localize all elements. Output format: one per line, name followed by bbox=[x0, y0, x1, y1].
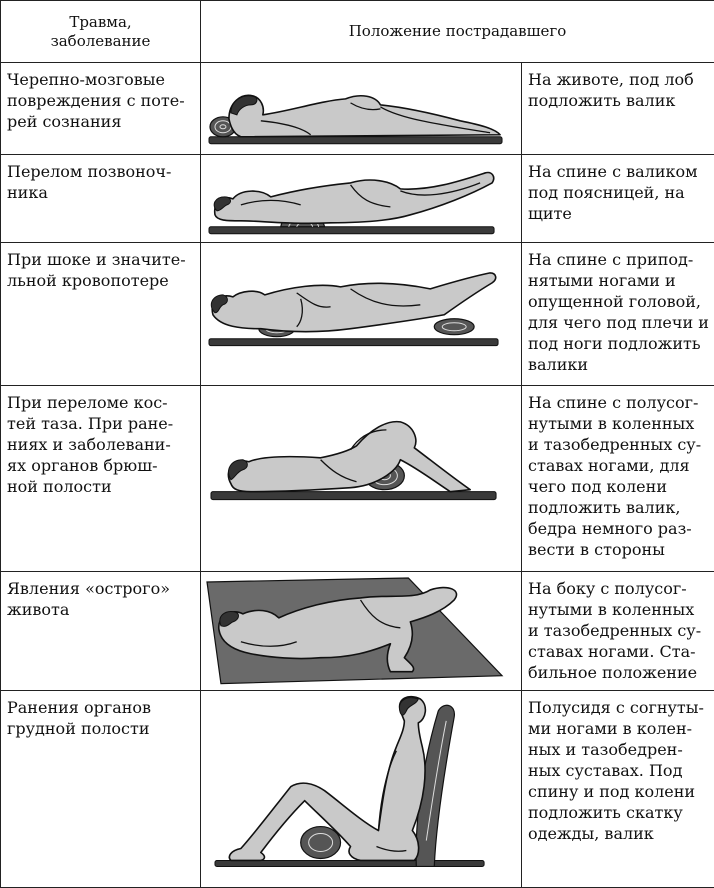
illustration-cell bbox=[201, 63, 522, 155]
position-cell: На животе, под лоб подложить валик bbox=[522, 63, 714, 155]
table-row bbox=[1, 154, 714, 243]
table-row bbox=[1, 691, 714, 888]
position-cell: На спине с валиком под поясницей, на щите bbox=[522, 154, 714, 243]
position-cell: На боку с полусог- нутыми в коленных и тазобедренных су- ставах ногами. Ста- бильное положение bbox=[522, 572, 714, 691]
table-row bbox=[1, 63, 714, 155]
position-cell: На спине с полусог- нутыми в коленных и тазобедренных су- ставах ногами, для чего под колени подложить валик, бедра немного раз- вести в стороны bbox=[522, 385, 714, 571]
illustration-cell bbox=[201, 572, 522, 691]
supine-knees-bent-roll-icon bbox=[201, 386, 521, 571]
illustration-cell bbox=[201, 243, 522, 386]
illustration-cell bbox=[201, 154, 522, 243]
supine-lumbar-roll-board-icon bbox=[201, 155, 521, 243]
table-row bbox=[1, 572, 714, 691]
injury-cell: Явления «острого» живота bbox=[1, 572, 201, 691]
prone-with-forehead-roll-icon bbox=[201, 63, 521, 154]
table-header-row bbox=[1, 1, 714, 63]
illustration-cell bbox=[201, 385, 522, 571]
header-position: Положение пострадавшего bbox=[201, 1, 714, 63]
header-injury: Травма, заболевание bbox=[1, 1, 201, 63]
table-row bbox=[1, 385, 714, 571]
injury-cell: Ранения органов грудной полости bbox=[1, 691, 201, 888]
injury-cell: Перелом позвоноч- ника bbox=[1, 154, 201, 243]
supine-legs-raised-icon bbox=[201, 243, 521, 385]
injury-cell: Черепно-мозговые повреждения с поте- рей сознания bbox=[1, 63, 201, 155]
injury-cell: При переломе кос- тей таза. При ране- ниях и заболевани- ях органов брюш- ной полости bbox=[1, 385, 201, 571]
half-sitting-roll-icon bbox=[201, 691, 521, 887]
table-row bbox=[1, 243, 714, 386]
side-lying-recovery-icon bbox=[201, 572, 521, 690]
position-cell: Полусидя с согнуты- ми ногами в колен- ных и тазобедрен- ных суставах. Под спину и под колени подложить скатку одежды, валик bbox=[522, 691, 714, 888]
injury-cell: При шоке и значите- льной кровопотере bbox=[1, 243, 201, 386]
position-cell: На спине с припод- нятыми ногами и опущенной головой, для чего под плечи и под ноги подложить валики bbox=[522, 243, 714, 386]
illustration-cell bbox=[201, 691, 522, 888]
